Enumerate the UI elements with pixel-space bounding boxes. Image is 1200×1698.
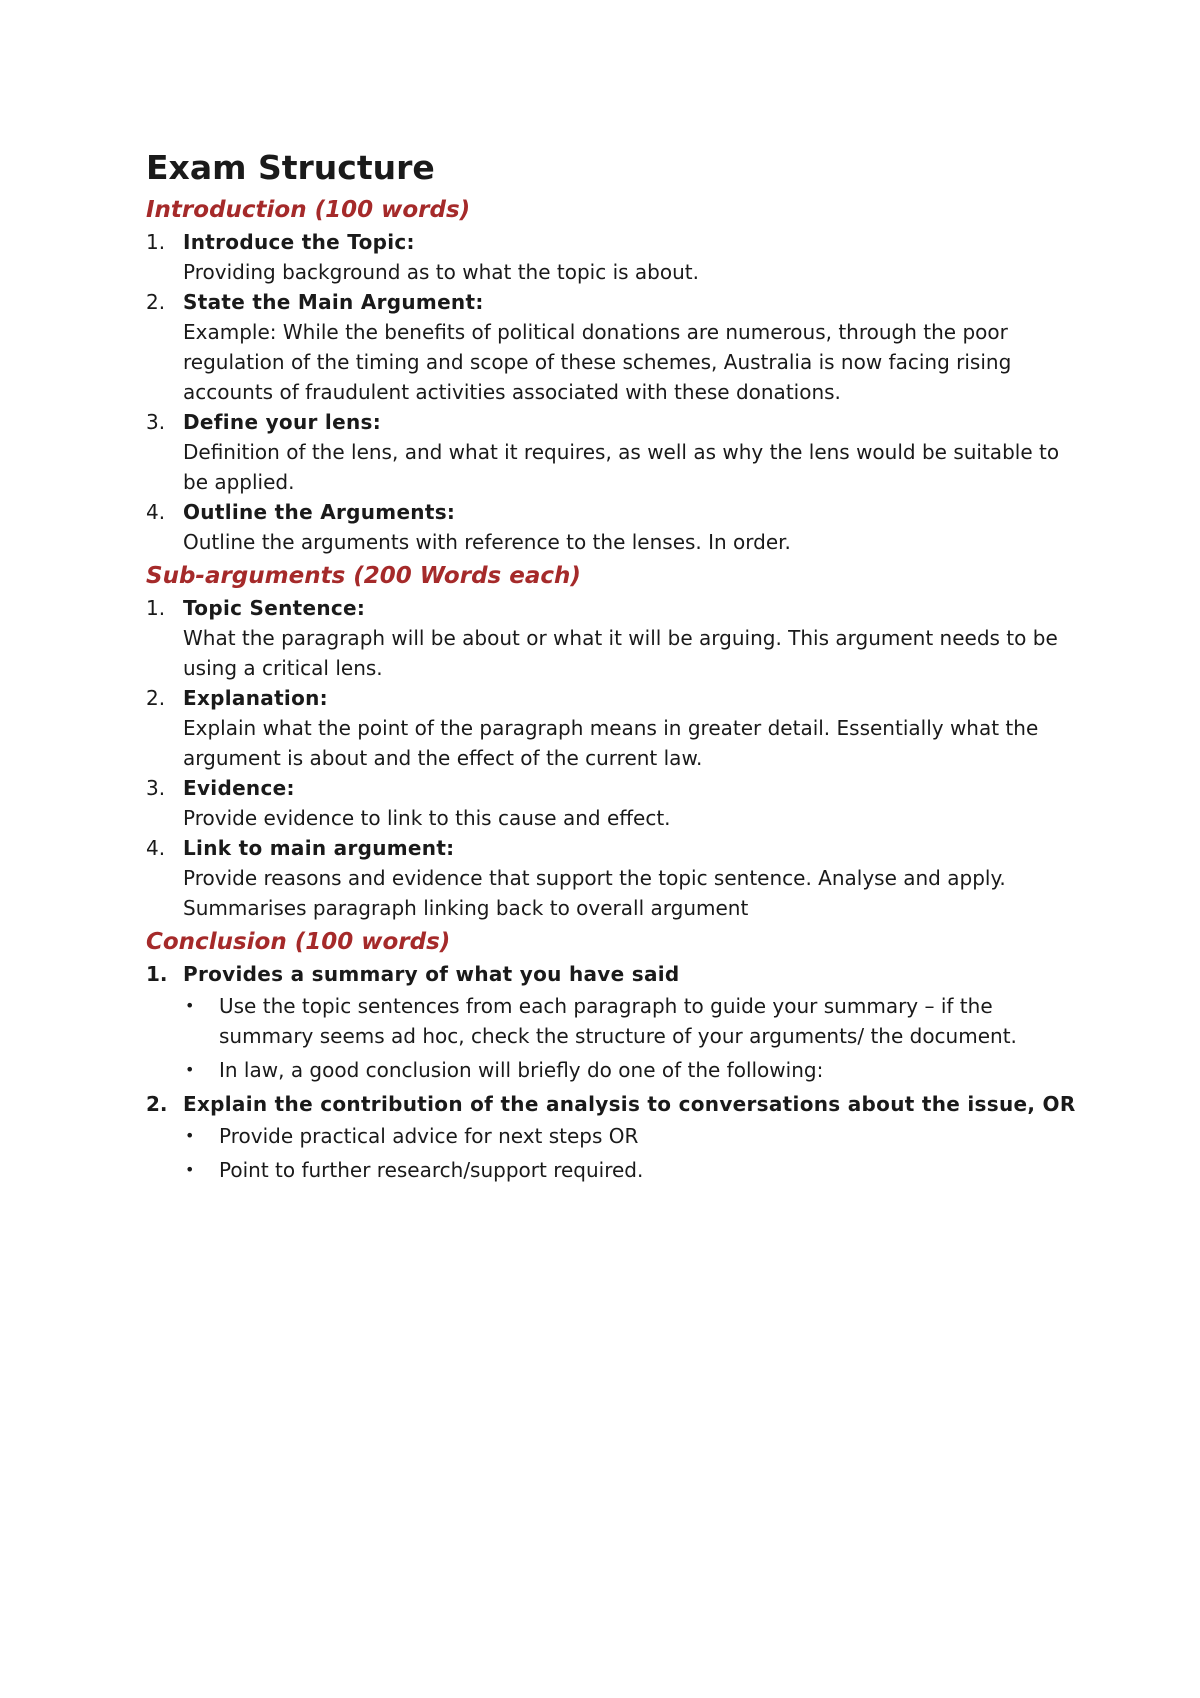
item-title: Define your lens: <box>183 410 381 434</box>
list-item <box>146 833 1076 923</box>
section-heading-conclusion: Conclusion (100 words) <box>146 929 451 955</box>
conclusion-list <box>146 959 1076 1185</box>
item-number: 2. <box>146 290 166 314</box>
item-description: Example: While the benefits of political donations are numerous, through the poor regulation of the timing and scope of these schemes, Australia is now facing rising accounts of fraudulent activities associated with these donations. <box>183 320 1012 404</box>
item-number: 4. <box>146 836 166 860</box>
list-item <box>146 287 1076 407</box>
item-title: Topic Sentence: <box>183 596 366 620</box>
item-title: Introduce the Topic: <box>183 230 415 254</box>
item-description: What the paragraph will be about or what it will be arguing. This argument needs to be using a critical lens. <box>183 626 1058 680</box>
item-number: 4. <box>146 500 166 524</box>
bullet-list <box>183 991 1076 1085</box>
sub-arguments-list <box>146 593 1076 923</box>
document-title: Exam Structure <box>146 148 435 187</box>
bullet-icon: • <box>185 996 195 1015</box>
bullet-item <box>183 991 1076 1051</box>
bullet-icon: • <box>185 1060 195 1079</box>
item-number: 1. <box>146 596 166 620</box>
item-title: Explanation: <box>183 686 328 710</box>
document-content <box>146 146 1076 1189</box>
item-description: Provide evidence to link to this cause and effect. <box>183 806 671 830</box>
item-number: 3. <box>146 410 166 434</box>
list-item <box>146 497 1076 557</box>
bullet-text: Use the topic sentences from each paragraph to guide your summary – if the summary seems ad hoc, check the structure of your arguments/ the document. <box>219 994 1017 1048</box>
list-item <box>146 683 1076 773</box>
bullet-item <box>183 1055 1076 1085</box>
list-item <box>146 227 1076 287</box>
bullet-list <box>183 1121 1076 1185</box>
item-description: Outline the arguments with reference to the lenses. In order. <box>183 530 791 554</box>
bullet-item <box>183 1155 1076 1185</box>
item-title: Evidence: <box>183 776 295 800</box>
list-item <box>146 959 1076 1085</box>
bullet-text: Provide practical advice for next steps OR <box>219 1124 639 1148</box>
item-title: Explain the contribution of the analysis to conversations about the issue, OR <box>183 1092 1076 1116</box>
introduction-list <box>146 227 1076 557</box>
list-item <box>146 1089 1076 1185</box>
item-number: 3. <box>146 776 166 800</box>
bullet-text: Point to further research/support required. <box>219 1158 644 1182</box>
item-number: 2. <box>146 686 166 710</box>
bullet-text: In law, a good conclusion will briefly do one of the following: <box>219 1058 824 1082</box>
item-title: Outline the Arguments: <box>183 500 456 524</box>
list-item <box>146 593 1076 683</box>
bullet-item <box>183 1121 1076 1151</box>
item-title: Link to main argument: <box>183 836 455 860</box>
bullet-icon: • <box>185 1126 195 1145</box>
section-heading-sub-arguments: Sub-arguments (200 Words each) <box>146 563 581 589</box>
item-description: Providing background as to what the topic is about. <box>183 260 699 284</box>
item-description: Explain what the point of the paragraph means in greater detail. Essentially what the argument is about and the effect of the current law. <box>183 716 1039 770</box>
item-description: Definition of the lens, and what it requires, as well as why the lens would be suitable to be applied. <box>183 440 1060 494</box>
item-title: State the Main Argument: <box>183 290 484 314</box>
item-description: Provide reasons and evidence that support the topic sentence. Analyse and apply. Summarises paragraph linking back to overall argument <box>183 866 1006 920</box>
item-number: 1. <box>146 962 168 986</box>
bullet-icon: • <box>185 1160 195 1179</box>
item-title: Provides a summary of what you have said <box>183 962 680 986</box>
item-number: 1. <box>146 230 166 254</box>
item-number: 2. <box>146 1092 168 1116</box>
list-item <box>146 407 1076 497</box>
section-heading-introduction: Introduction (100 words) <box>146 197 471 223</box>
list-item <box>146 773 1076 833</box>
